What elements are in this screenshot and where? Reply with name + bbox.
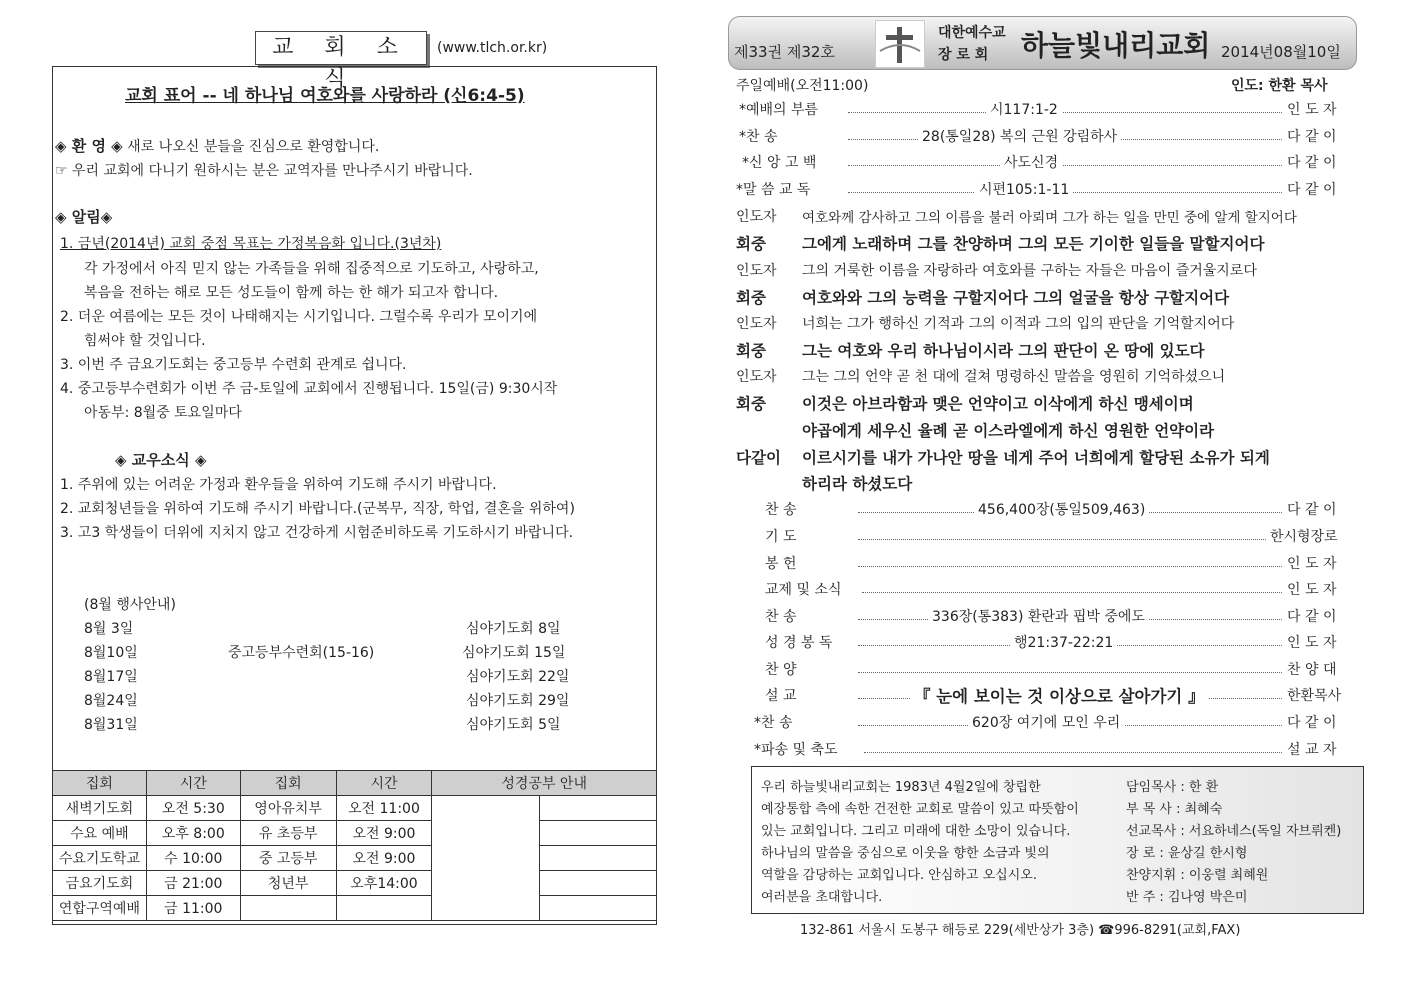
table-cell	[540, 871, 657, 896]
order-detail: 시117:1-2	[986, 99, 1062, 119]
leader-dots	[848, 112, 1282, 113]
reading-text: 이것은 아브라함과 맺은 언약이고 이삭에게 하신 맹세이며	[802, 395, 1194, 413]
header-cell: 집회	[53, 771, 147, 796]
order-leader: 인 도 자	[1287, 582, 1337, 598]
table-cell: 영아유치부	[240, 796, 336, 821]
intro-line: 하나님의 말씀을 중심으로 이웃을 향한 소금과 빛의	[761, 846, 1050, 861]
event-right: 심야기도회 29일	[466, 693, 570, 709]
event-date: 8월10일	[84, 645, 138, 661]
table-cell: 오전 9:00	[336, 846, 432, 871]
table-cell: 유 초등부	[240, 821, 336, 846]
church-motto: 교회 표어 -- 네 하나님 여호와를 사랑하라 (신6:4-5)	[125, 86, 525, 106]
header-cell: 성경공부 안내	[432, 771, 657, 796]
reading-text: 야곱에게 세우신 율례 곧 이스라엘에게 하신 영원한 언약이라	[802, 422, 1215, 440]
reading-text: 여호와와 그의 능력을 구할지어다 그의 얼굴을 항상 구할지어다	[802, 289, 1230, 307]
left-page-title: 교 회 소 식	[255, 31, 427, 65]
intro-line: 있는 교회입니다. 그리고 미래에 대한 소망이 있습니다.	[761, 824, 1071, 839]
service-leader: 인도: 한환 목사	[1231, 78, 1328, 94]
event-mid: 중고등부수련회(15-16)	[228, 645, 375, 661]
header-cell: 집회	[240, 771, 336, 796]
reading-speaker: 회중	[736, 235, 766, 253]
leader-dots	[858, 566, 1282, 567]
table-cell	[540, 796, 657, 821]
order-item: *신 앙 고 백	[742, 155, 817, 171]
intro-line: 역할을 감당하는 교회입니다. 안심하고 오십시오.	[761, 868, 1037, 883]
table-cell: 금요기도회	[53, 871, 147, 896]
event-date: 8월17일	[84, 669, 138, 685]
staff-line: 부 목 사 : 최혜숙	[1126, 802, 1223, 817]
table-cell: 새벽기도회	[53, 796, 147, 821]
volume-number: 제33권 제32호	[734, 43, 835, 61]
event-date: 8월31일	[84, 717, 138, 733]
staff-line: 담임목사 : 한 환	[1126, 780, 1219, 795]
order-item: 기 도	[765, 529, 797, 545]
event-date: 8월 3일	[84, 621, 134, 637]
order-leader: 한시형장로	[1270, 529, 1338, 545]
order-leader: 한환목사	[1287, 688, 1342, 704]
order-leader: 설 교 자	[1287, 742, 1337, 758]
member-item: 2. 교회청년들을 위하여 기도해 주시기 바랍니다.(군복무, 직장, 학업, 결혼을 위하여)	[60, 501, 575, 517]
order-detail: 사도신경	[1000, 152, 1062, 172]
notice-heading: ◈ 알림◈	[55, 208, 113, 226]
table-cell: 수 10:00	[146, 846, 240, 871]
table-cell	[540, 896, 657, 921]
reading-text: 이르시기를 내가 가나안 땅을 네게 주어 너희에게 할당된 소유가 되게	[802, 449, 1270, 467]
church-logo	[875, 20, 925, 68]
order-item: *예배의 부름	[739, 102, 819, 118]
reading-speaker: 인도자	[736, 263, 777, 279]
church-address: 132-861 서울시 도봉구 해등로 229(세반상가 3층) ☎996-8291(교회,FAX)	[800, 923, 1241, 938]
order-item: 교제 및 소식	[765, 582, 842, 598]
denomination-2: 장 로 회	[938, 47, 989, 63]
notice-item: 1. 금년(2014년) 교회 중점 목표는 가정복음화 입니다.(3년차)	[60, 236, 442, 252]
notice-item: 힘써야 할 것입니다.	[84, 333, 206, 349]
order-detail: 행21:37-22:21	[1010, 632, 1117, 652]
leader-dots	[862, 592, 1282, 593]
table-cell	[432, 796, 540, 921]
order-leader: 인 도 자	[1287, 635, 1337, 651]
member-item: 1. 주위에 있는 어려운 가정과 환우들을 위하여 기도해 주시기 바랍니다.	[60, 477, 497, 493]
intro-line: 우리 하늘빛내리교회는 1983년 4월2일에 창립한	[761, 780, 1041, 795]
members-heading: ◈ 교우소식 ◈	[115, 451, 207, 469]
order-item: 찬 송	[765, 502, 797, 518]
member-item: 3. 고3 학생들이 더위에 지치지 않고 건강하게 시험준비하도록 기도하시기 바랍니다.	[60, 525, 574, 541]
order-item: *말 씀 교 독	[736, 182, 811, 198]
table-cell: 오전 11:00	[336, 796, 432, 821]
reading-speaker: 인도자	[736, 369, 777, 385]
order-item: 봉 헌	[765, 556, 797, 572]
sermon-title: 『 눈에 보이는 것 이상으로 살아가기 』	[910, 683, 1209, 707]
table-cell	[540, 821, 657, 846]
staff-line: 반 주 : 김나영 박은미	[1126, 890, 1248, 905]
event-date: 8월24일	[84, 693, 138, 709]
table-row	[53, 796, 657, 821]
order-item: *찬 송	[739, 129, 778, 145]
table-cell: 청년부	[240, 871, 336, 896]
table-cell: 오전 9:00	[336, 821, 432, 846]
reading-text: 그는 여호와 우리 하나님이시라 그의 판단이 온 땅에 있도다	[802, 342, 1205, 360]
staff-line: 장 로 : 윤상길 한시형	[1126, 846, 1248, 861]
notice-item: 복음을 전하는 해로 모든 성도들이 함께 하는 한 해가 되고자 합니다.	[84, 285, 499, 301]
notice-item: 아동부: 8월중 토요일마다	[84, 405, 242, 421]
intro-line: 여러분을 초대합니다.	[761, 890, 883, 905]
reading-speaker: 다같이	[736, 449, 781, 467]
order-detail: 336장(통383) 환란과 핍박 중에도	[928, 606, 1149, 626]
table-cell	[240, 896, 336, 921]
welcome-text-2: ☞ 우리 교회에 다니기 원하시는 분은 교역자를 만나주시기 바랍니다.	[55, 163, 473, 179]
church-name: 하늘빛내리교회	[1021, 29, 1211, 62]
notice-item: 3. 이번 주 금요기도회는 중고등부 수련회 관계로 쉽니다.	[60, 357, 407, 373]
notice-item: 2. 더운 여름에는 모든 것이 나태해지는 시기입니다. 그럴수록 우리가 모이기에	[60, 309, 538, 325]
order-item: *파송 및 축도	[754, 742, 838, 758]
event-right: 심야기도회 8일	[466, 621, 561, 637]
intro-line: 예장통합 측에 속한 건전한 교회로 말씀이 있고 따뜻함이	[761, 802, 1079, 817]
table-cell: 수요기도학교	[53, 846, 147, 871]
table-row	[53, 821, 657, 846]
order-leader: 다 같 이	[1287, 502, 1337, 518]
staff-line: 찬양지휘 : 이웅렬 최혜원	[1126, 868, 1269, 883]
church-url: (www.tlch.or.kr)	[437, 40, 548, 56]
order-leader: 다 같 이	[1287, 182, 1337, 198]
welcome-heading: ◈ 환 영 ◈	[55, 137, 123, 155]
order-item: *찬 송	[754, 715, 793, 731]
schedule-header-row	[53, 771, 657, 796]
reading-text: 그는 그의 언약 곧 천 대에 걸쳐 명령하신 말씀을 영원히 기억하셨으니	[802, 369, 1226, 385]
notice-item: 각 가정에서 아직 믿지 않는 가족들을 위해 집중적으로 기도하고, 사랑하고,	[84, 261, 539, 277]
notice-item: 4. 중고등부수련회가 이번 주 금-토일에 교회에서 진행됩니다. 15일(금) 9:30시작	[60, 381, 558, 397]
order-item: 설 교	[765, 688, 797, 704]
table-cell: 오후 8:00	[146, 821, 240, 846]
service-name: 주일예배(오전11:00)	[736, 78, 869, 94]
table-row	[53, 896, 657, 921]
table-cell	[540, 846, 657, 871]
order-leader: 찬 양 대	[1287, 662, 1337, 678]
table-cell: 오후14:00	[336, 871, 432, 896]
cross-logo-icon	[876, 21, 924, 67]
table-cell: 중 고등부	[240, 846, 336, 871]
table-cell: 오전 5:30	[146, 796, 240, 821]
denomination: 대한예수교	[938, 25, 1006, 41]
leader-dots	[858, 539, 1266, 540]
event-right: 심야기도회 15일	[462, 645, 566, 661]
order-item: 찬 양	[765, 662, 797, 678]
order-leader: 인 도 자	[1287, 102, 1337, 118]
leader-dots	[848, 165, 1282, 166]
order-item: 찬 송	[765, 609, 797, 625]
event-right: 심야기도회 22일	[466, 669, 570, 685]
reading-speaker: 회중	[736, 342, 766, 360]
table-cell: 금 21:00	[146, 871, 240, 896]
leader-dots	[864, 752, 1282, 753]
order-detail: 456,400장(통일509,463)	[974, 499, 1149, 519]
order-detail: 620장 여기에 모인 우리	[968, 712, 1124, 732]
reading-text: 그의 거룩한 이름을 자랑하라 여호와를 구하는 자들은 마음이 즐거울지로다	[802, 263, 1257, 279]
schedule-table	[52, 770, 657, 921]
order-leader: 다 같 이	[1287, 129, 1337, 145]
reading-text: 여호와께 감사하고 그의 이름을 불러 아뢰며 그가 하는 일을 만민 중에 알게 할지어다	[802, 210, 1297, 226]
leader-dots	[858, 672, 1282, 673]
events-heading: (8월 행사안내)	[84, 597, 176, 613]
header-cell: 시간	[336, 771, 432, 796]
welcome-text: 새로 나오신 분들을 진심으로 환영합니다.	[127, 139, 380, 155]
table-cell: 수요 예배	[53, 821, 147, 846]
order-detail: 시편105:1-11	[975, 179, 1073, 199]
reading-speaker: 회중	[736, 289, 766, 307]
table-cell: 금 11:00	[146, 896, 240, 921]
order-leader: 다 같 이	[1287, 155, 1337, 171]
reading-speaker: 회중	[736, 395, 766, 413]
event-right: 심야기도회 5일	[466, 717, 561, 733]
table-cell	[336, 896, 432, 921]
staff-line: 선교목사 : 서요하네스(독일 자브뤼켄)	[1126, 824, 1342, 839]
bulletin-date: 2014년08월10일	[1221, 43, 1341, 61]
welcome-line	[55, 135, 379, 156]
order-detail: 28(통일28) 복의 근원 강림하사	[918, 126, 1121, 146]
order-item: 성 경 봉 독	[765, 635, 833, 651]
order-leader: 인 도 자	[1287, 556, 1337, 572]
table-cell: 연합구역예배	[53, 896, 147, 921]
order-leader: 다 같 이	[1287, 609, 1337, 625]
reading-text: 그에게 노래하며 그를 찬양하며 그의 모든 기이한 일들을 말할지어다	[802, 235, 1265, 253]
reading-text: 너희는 그가 행하신 기적과 그의 이적과 그의 입의 판단을 기억할지어다	[802, 316, 1235, 332]
table-row	[53, 871, 657, 896]
reading-speaker: 인도자	[736, 316, 777, 332]
header-cell: 시간	[146, 771, 240, 796]
reading-text: 하리라 하셨도다	[802, 475, 913, 493]
table-row	[53, 846, 657, 871]
order-leader: 다 같 이	[1287, 715, 1337, 731]
reading-speaker: 인도자	[736, 209, 777, 225]
